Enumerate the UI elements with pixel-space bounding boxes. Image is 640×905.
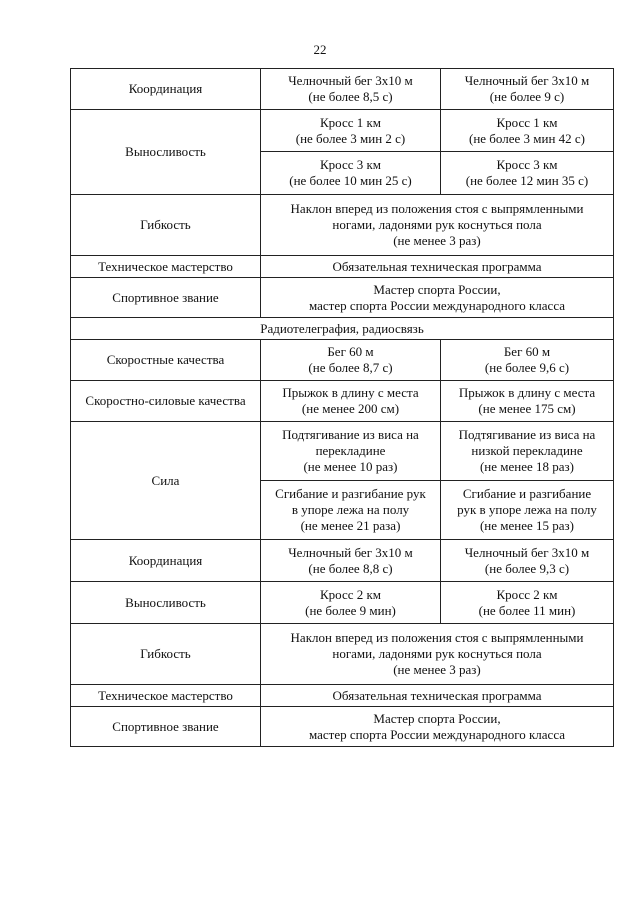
table-row	[71, 422, 614, 481]
table-row	[71, 582, 614, 624]
row-label: Гибкость	[71, 195, 261, 256]
table-row	[71, 195, 614, 256]
table-row	[71, 110, 614, 152]
row-label: Гибкость	[71, 624, 261, 685]
row-label: Техническое мастерство	[71, 256, 261, 278]
common-standard: Обязательная техническая программа	[261, 256, 614, 278]
common-standard: Наклон вперед из положения стоя с выпрямленными ногами, ладонями рук коснуться пола (не менее 3 раз)	[261, 624, 614, 685]
table-row	[71, 381, 614, 422]
male-standard: Кросс 1 км (не более 3 мин 2 с)	[261, 110, 441, 152]
common-standard: Мастер спорта России, мастер спорта России международного класса	[261, 707, 614, 747]
female-standard: Кросс 2 км (не более 11 мин)	[441, 582, 614, 624]
table-row	[71, 69, 614, 110]
row-label: Техническое мастерство	[71, 685, 261, 707]
female-standard: Прыжок в длину с места (не менее 175 см)	[441, 381, 614, 422]
common-standard: Мастер спорта России, мастер спорта России международного класса	[261, 278, 614, 318]
row-label: Сила	[71, 422, 261, 540]
row-label: Спортивное звание	[71, 707, 261, 747]
male-standard: Челночный бег 3х10 м (не более 8,8 с)	[261, 540, 441, 582]
table-row	[71, 256, 614, 278]
standards-table	[70, 68, 614, 747]
common-standard: Наклон вперед из положения стоя с выпрямленными ногами, ладонями рук коснуться пола (не менее 3 раз)	[261, 195, 614, 256]
row-label: Выносливость	[71, 110, 261, 195]
male-standard: Кросс 3 км (не более 10 мин 25 с)	[261, 152, 441, 195]
female-standard: Кросс 1 км (не более 3 мин 42 с)	[441, 110, 614, 152]
female-standard: Бег 60 м (не более 9,6 с)	[441, 340, 614, 381]
table-row	[71, 278, 614, 318]
row-label: Выносливость	[71, 582, 261, 624]
female-standard: Кросс 3 км (не более 12 мин 35 с)	[441, 152, 614, 195]
female-standard: Челночный бег 3х10 м (не более 9,3 с)	[441, 540, 614, 582]
table-row	[71, 340, 614, 381]
female-standard: Челночный бег 3х10 м (не более 9 с)	[441, 69, 614, 110]
male-standard: Бег 60 м (не более 8,7 с)	[261, 340, 441, 381]
male-standard: Челночный бег 3х10 м (не более 8,5 с)	[261, 69, 441, 110]
male-standard: Подтягивание из виса на перекладине (не менее 10 раз)	[261, 422, 441, 481]
female-standard: Подтягивание из виса на низкой перекладине (не менее 18 раз)	[441, 422, 614, 481]
page-number: 22	[313, 42, 327, 57]
female-standard: Сгибание и разгибание рук в упоре лежа на полу (не менее 15 раз)	[441, 481, 614, 540]
male-standard: Сгибание и разгибание рук в упоре лежа на полу (не менее 21 раза)	[261, 481, 441, 540]
table-row	[71, 624, 614, 685]
common-standard: Обязательная техническая программа	[261, 685, 614, 707]
row-label: Скоростные качества	[71, 340, 261, 381]
male-standard: Кросс 2 км (не более 9 мин)	[261, 582, 441, 624]
row-label: Скоростно-силовые качества	[71, 381, 261, 422]
table-row	[71, 685, 614, 707]
male-standard: Прыжок в длину с места (не менее 200 см)	[261, 381, 441, 422]
row-label: Спортивное звание	[71, 278, 261, 318]
section-title: Радиотелеграфия, радиосвязь	[71, 318, 614, 340]
row-label: Координация	[71, 69, 261, 110]
row-label: Координация	[71, 540, 261, 582]
section-row	[71, 318, 614, 340]
table-row	[71, 707, 614, 747]
table-row	[71, 540, 614, 582]
